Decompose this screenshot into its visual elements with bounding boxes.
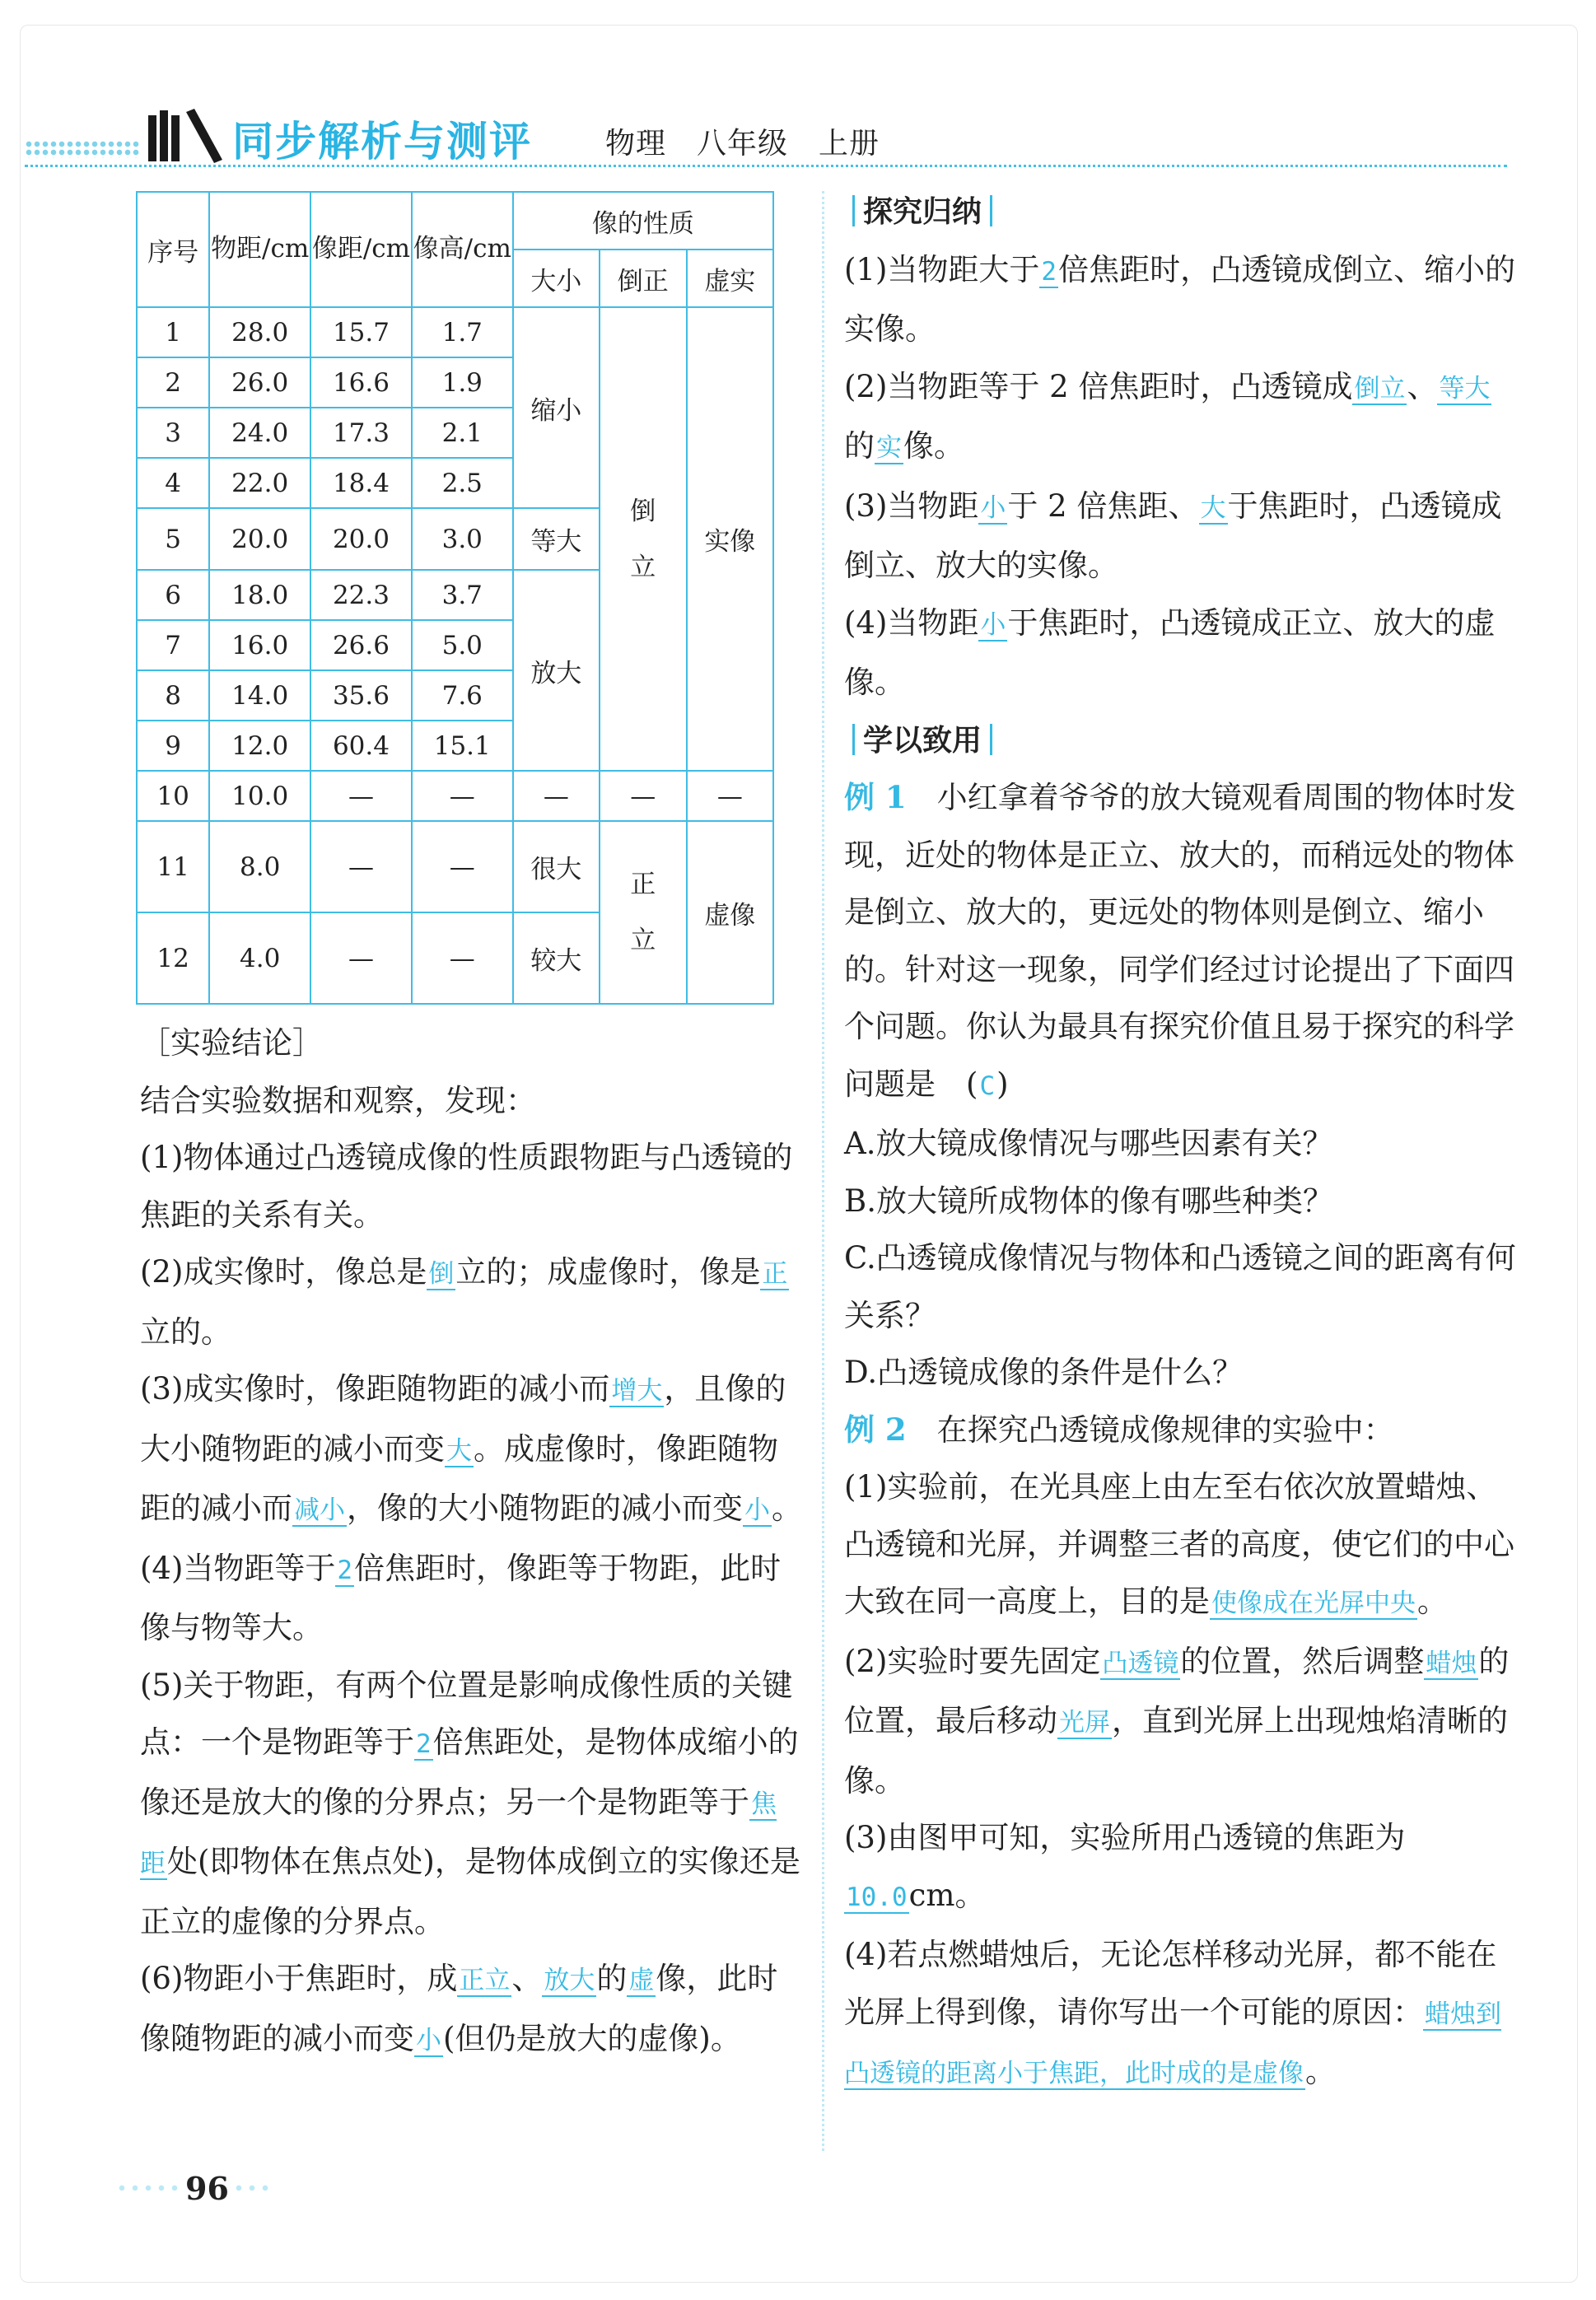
section-explore: [844, 183, 1519, 241]
table-cell: 10: [137, 771, 209, 821]
table-cell: —: [310, 821, 412, 912]
cell-virtual: 虚像: [687, 821, 773, 1004]
table-cell: —: [310, 912, 412, 1004]
induction-1: (1)当物距大于2倍焦距时，凸透镜成倒立、缩小的实像。: [844, 251, 1516, 347]
answer-blank: 虚: [628, 1966, 655, 1995]
cell-upright: 正 立: [600, 821, 687, 1004]
books-logo-icon: [147, 107, 225, 165]
table-cell: —: [412, 912, 513, 1004]
table-cell: 2.1: [412, 408, 513, 458]
conclusion-title: ［实验结论］: [140, 1025, 323, 1061]
table-cell: 28.0: [209, 307, 310, 357]
table-cell: 16.6: [310, 357, 412, 408]
table-cell: 12.0: [209, 721, 310, 771]
question-4: (4)若点燃蜡烛后，无论怎样移动光屏，都不能在光屏上得到像，请你写出一个可能的原因：蜡烛到凸透镜的距离小于焦距，此时成的是虚像。: [844, 1937, 1501, 2089]
example-label: 例 1: [844, 779, 907, 815]
table-cell: 7.6: [412, 670, 513, 721]
header-dots: [25, 140, 140, 158]
table-cell: 3: [137, 408, 209, 458]
section-title: 学以致用: [844, 724, 1001, 758]
table-cell: —: [600, 771, 687, 821]
answer-blank: 正立: [459, 1966, 511, 1995]
th-nature: 像的性质: [513, 192, 773, 250]
table-cell: 8: [137, 670, 209, 721]
table-cell: 26.6: [310, 620, 412, 670]
answer-blank: 倒: [428, 1259, 455, 1289]
table-cell: —: [412, 771, 513, 821]
table-cell: 24.0: [209, 408, 310, 458]
answer-blank: 2: [416, 1729, 432, 1759]
answer-blank: 增大: [611, 1376, 663, 1406]
answer-blank: 小: [416, 2025, 441, 2055]
cell-shrink: 缩小: [513, 307, 600, 508]
th-object-distance: 物距/cm: [209, 192, 310, 307]
table-cell: —: [687, 771, 773, 821]
table-cell: —: [412, 821, 513, 912]
table-cell: 60.4: [310, 721, 412, 771]
answer-blank: 焦距: [140, 1789, 777, 1878]
example-1: 例 1 小红拿着爷爷的放大镜观看周围的物体时发现，近处的物体是正立、放大的，而稍远处的物体是倒立、放大的，更远处的物体则是倒立、缩小的。针对这一现象，同学们经过讨论提出了下面四个问题。你认为最具有探究价值且易于探究的科学问题是 (C): [844, 779, 1516, 1102]
answer-blank: 减小: [294, 1495, 345, 1525]
example-label: 例 2: [844, 1411, 907, 1448]
table-cell: —: [513, 771, 600, 821]
answer-blank: 放大: [544, 1966, 595, 1995]
option-a: A.放大镜成像情况与哪些因素有关？: [844, 1126, 1333, 1161]
cell-equal: 等大: [513, 508, 600, 570]
table-cell: 3.0: [412, 508, 513, 570]
table-cell: 10.0: [209, 771, 310, 821]
table-cell: 9: [137, 721, 209, 771]
answer-blank: 蜡烛: [1426, 1648, 1477, 1678]
table-cell: 15.7: [310, 307, 412, 357]
answer-blank: 光屏: [1059, 1708, 1110, 1738]
th-size: 大小: [513, 250, 600, 307]
option-d: D.凸透镜成像的条件是什么？: [844, 1355, 1244, 1390]
conclusion-intro: 结合实验数据和观察，发现：: [140, 1082, 536, 1118]
answer-blank: 小: [744, 1495, 770, 1525]
table-cell: 12: [137, 912, 209, 1004]
table-cell: 8.0: [209, 821, 310, 912]
answer-choice: C: [979, 1071, 996, 1101]
table-cell: 5: [137, 508, 209, 570]
answer-blank: 等大: [1439, 373, 1491, 404]
answer-blank: 大: [1200, 492, 1226, 523]
table-cell: 1: [137, 307, 209, 357]
section-apply: [844, 711, 1519, 770]
cell-enlarge: 放大: [513, 570, 600, 771]
table-cell: 15.1: [412, 721, 513, 771]
induction-3: (3)当物距小于 2 倍焦距、大于焦距时，凸透镜成倒立、放大的实像。: [844, 488, 1502, 583]
table-cell: 2.5: [412, 458, 513, 508]
conclusion-3: (3)成实像时，像距随物距的减小而增大，且像的大小随物距的减小而变大。成虚像时，像距随物距的减小而减小，像的大小随物距的减小而变小。: [140, 1371, 802, 1526]
answer-blank: 2: [1041, 256, 1057, 287]
page-header: [25, 107, 1573, 173]
th-image-distance: 像距/cm: [310, 192, 412, 307]
question-3: (3)由图甲可知，实验所用凸透镜的焦距为10.0cm。: [844, 1820, 1406, 1913]
th-orientation: 倒正: [600, 250, 687, 307]
conclusion-5: (5)关于物距，有两个位置是影响成像性质的关键点：一个是物距等于2倍焦距处，是物体成缩小的像还是放大的像的分界点；另一个是物距等于焦距处(即物体在焦点处)，是物体成倒立的实像还是正立的虚像的分界点。: [140, 1667, 800, 1939]
answer-blank: 10.0: [846, 1882, 908, 1912]
answer-blank: 使像成在光屏中央: [1211, 1589, 1416, 1618]
answer-blank: 大: [446, 1435, 472, 1466]
table-cell: 16.0: [209, 620, 310, 670]
cell-real: 实像: [687, 307, 773, 771]
page-number: 96: [185, 2170, 229, 2207]
table-cell: 17.3: [310, 408, 412, 458]
column-divider: [822, 191, 824, 2151]
table-cell: 1.7: [412, 307, 513, 357]
conclusion-6: (6)物距小于焦距时，成正立、放大的虚像，此时像随物距的减小而变小(但仍是放大的虚像)。: [140, 1961, 778, 2056]
table-cell: 3.7: [412, 570, 513, 620]
table-cell: —: [310, 771, 412, 821]
table-cell: 2: [137, 357, 209, 408]
header-divider: [25, 165, 1507, 167]
answer-blank: 实: [876, 433, 902, 463]
answer-blank: 凸透镜: [1102, 1648, 1179, 1678]
table-cell: 20.0: [209, 508, 310, 570]
example-2: 例 2 在探究凸透镜成像规律的实验中：: [844, 1411, 1394, 1448]
conclusion-1: (1)物体通过凸透镜成像的性质跟物距与凸透镜的焦距的关系有关。: [140, 1140, 793, 1233]
table-cell: 4: [137, 458, 209, 508]
answer-blank: 小: [980, 492, 1006, 523]
table-cell: 22.0: [209, 458, 310, 508]
table-cell: 14.0: [209, 670, 310, 721]
right-column: [844, 183, 1519, 2103]
cell-larger: 较大: [513, 912, 600, 1004]
question-2: (2)实验时要先固定凸透镜的位置，然后调整蜡烛的位置，最后移动光屏，直到光屏上出现烛焰清晰的像。: [844, 1643, 1510, 1798]
page-number-dots: [232, 2184, 273, 2192]
answer-blank: 正: [762, 1259, 788, 1289]
cell-inverted: 倒 立: [600, 307, 687, 771]
table-cell: 35.6: [310, 670, 412, 721]
page-number-dots: [115, 2184, 181, 2192]
conclusion-2: (2)成实像时，像总是倒立的；成虚像时，像是正立的。: [140, 1254, 788, 1350]
table-cell: 22.3: [310, 570, 412, 620]
th-image-height: 像高/cm: [412, 192, 513, 307]
table-cell: 4.0: [209, 912, 310, 1004]
answer-blank: 倒立: [1354, 373, 1406, 404]
table-cell: 18.4: [310, 458, 412, 508]
table-cell: 6: [137, 570, 209, 620]
subject-info: 物理 八年级 上册: [605, 127, 880, 161]
table-cell: 26.0: [209, 357, 310, 408]
lens-data-table: [136, 191, 774, 1005]
conclusion-block: [140, 1015, 803, 2069]
induction-2: (2)当物距等于 2 倍焦距时，凸透镜成倒立、等大的实像。: [844, 368, 1491, 464]
induction-4: (4)当物距小于焦距时，凸透镜成正立、放大的虚像。: [844, 604, 1496, 700]
answer-blank: 小: [980, 609, 1006, 640]
answer-blank: 蜡烛到凸透镜的距离小于焦距，此时成的是虚像: [844, 1999, 1501, 2088]
answer-blank: 2: [337, 1555, 353, 1585]
option-b: B.放大镜所成物体的像有哪些种类？: [844, 1183, 1333, 1219]
th-real-virtual: 虚实: [687, 250, 773, 307]
table-cell: 20.0: [310, 508, 412, 570]
cell-very-large: 很大: [513, 821, 600, 912]
option-c: C.凸透镜成像情况与物体和凸透镜之间的距离有何关系？: [844, 1240, 1516, 1333]
table-cell: 18.0: [209, 570, 310, 620]
table-cell: 5.0: [412, 620, 513, 670]
question-1: (1)实验前，在光具座上由左至右依次放置蜡烛、凸透镜和光屏，并调整三者的高度，使它们的中心大致在同一高度上，目的是使像成在光屏中央。: [844, 1469, 1514, 1619]
table-cell: 1.9: [412, 357, 513, 408]
section-title: 探究归纳: [844, 195, 1001, 229]
table-cell: 11: [137, 821, 209, 912]
th-index: 序号: [137, 192, 209, 307]
conclusion-4: (4)当物距等于2倍焦距时，像距等于物距，此时像与物等大。: [140, 1550, 782, 1645]
table-cell: 7: [137, 620, 209, 670]
series-title: 同步解析与测评: [232, 118, 532, 166]
